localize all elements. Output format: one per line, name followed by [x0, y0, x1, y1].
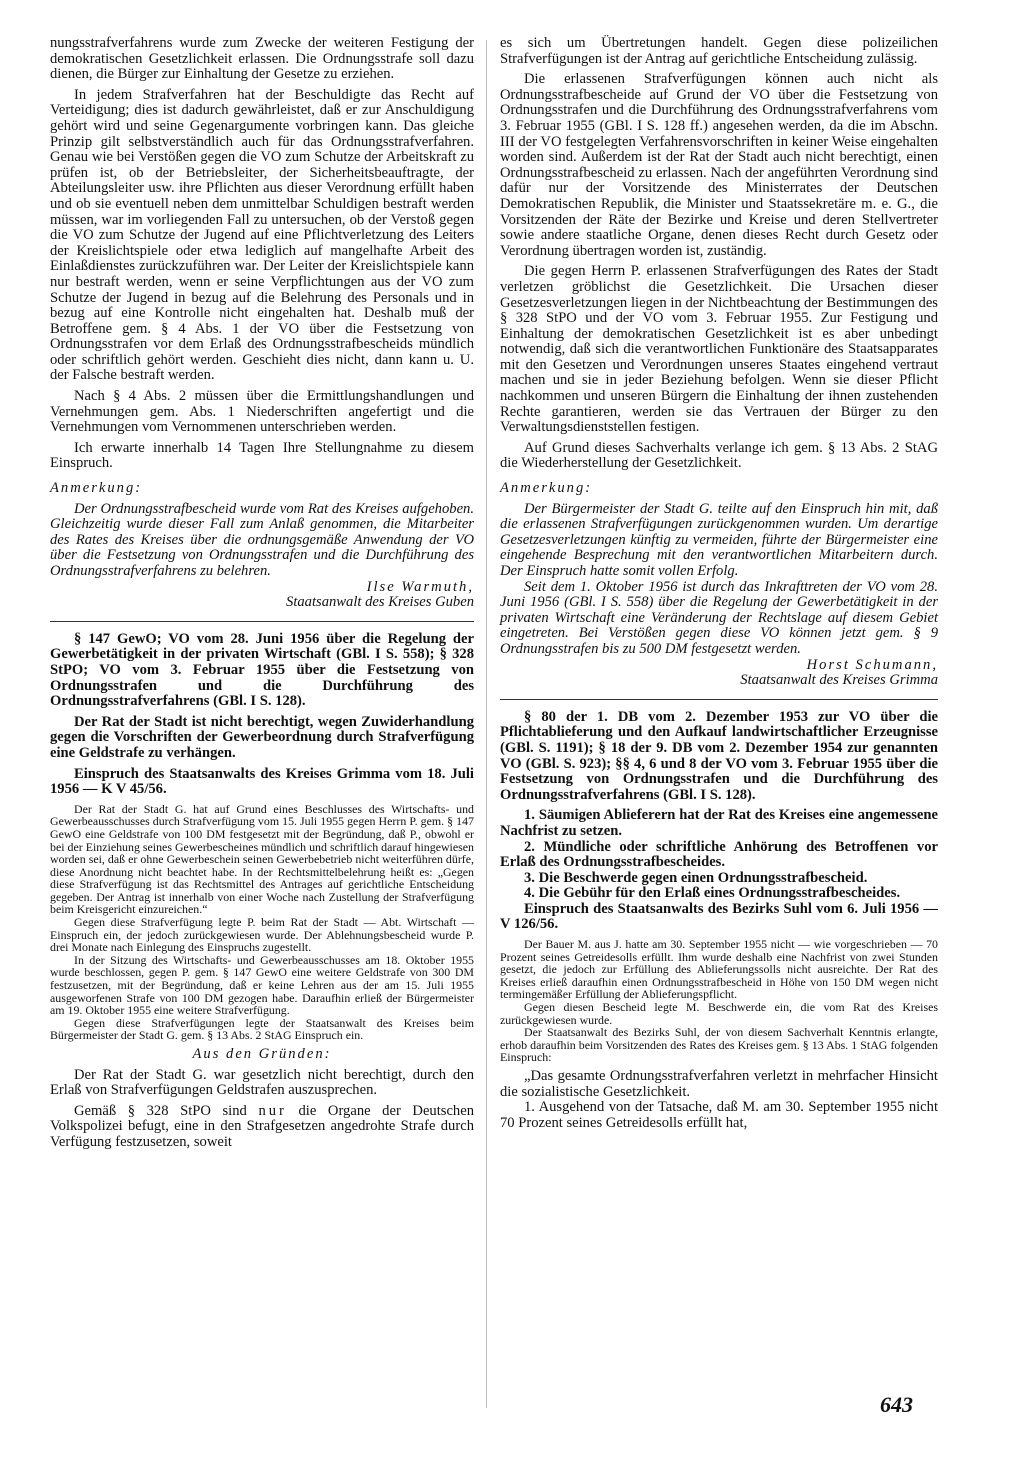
- signature-name: [500, 658, 938, 674]
- annotation-text: Der Ordnungsstrafbescheid wurde vom Rat des Kreises aufgehoben. Gleichzeitig wurde dieser Fall zum Anlaß genommen, die Mitarbeiter des Rates des Kreises über die ordnungsgemäße Anwendung der VO über die Festsetzung von Ordnungsstrafen und die Durchführung des Ordnungsstrafverfahrens zu belehren.: [50, 500, 474, 579]
- annotation-text: Der Bürgermeister der Stadt G. teilte auf den Einspruch hin mit, daß die erlassenen Strafverfügungen zurückgenommen wurden. Um derartige Gesetzesverletzungen künftig zu vermeiden, führte der Bürgermeister eine eingehende Besprechung mit den verantwortlichen Mitarbeitern durch. Der Einspruch hatte somit vollen Erfolg.: [500, 500, 938, 579]
- section-leitsatz: 4. Die Gebühr für den Erlaß eines Ordnungsstrafbescheides.: [524, 885, 901, 902]
- section-citation: § 147 GewO; VO vom 28. Juni 1956 über die Regelung der Gewerbetätigkeit in der privaten Wirtschaft (GBl. I S. 558); § 328 StPO; VO vom 3. Februar 1955 über die Festsetzung von Ordnungsstrafen und die Durchführung des Ordnungsstrafverfahrens (GBl. I S. 128).: [50, 630, 474, 710]
- paragraph-small: Der Bauer M. aus J. hatte am 30. September 1955 nicht — wie vorgeschrieben — 70 Prozent seines Getreidesolls erfüllt. Ihm wurde deshalb eine Nachfrist von zwei Stunden gesetzt, die jedoch zur Erfüllung des Ablieferungssolls nicht ausreichte. Der Rat des Kreises erließ daraufhin einen Ordnungsstrafbescheid in Höhe von 150 DM wegen nicht termingemäßer Erfüllung der Ablieferungspflicht.: [500, 937, 938, 1002]
- annotation-label: Anmerkung:: [500, 480, 593, 497]
- signature-name-text: Ilse Warmuth,: [366, 578, 474, 595]
- paragraph: es sich um Übertretungen handelt. Gegen diese polizeilichen Strafverfügungen ist der Antrag auf gerichtliche Entscheidung zulässig.: [500, 35, 938, 67]
- paragraph: Ich erwarte innerhalb 14 Tagen Ihre Stellungnahme zu diesem Einspruch.: [50, 439, 474, 472]
- section-title: Einspruch des Staatsanwalts des Kreises Grimma vom 18. Juli 1956 — K V 45/56.: [50, 765, 474, 798]
- paragraph: „Das gesamte Ordnungsstrafverfahren verletzt in mehrfacher Hinsicht die sozialistische Gesetzlichkeit.: [500, 1068, 938, 1100]
- paragraph: 1. Ausgehend von der Tatsache, daß M. am 30. September 1955 nicht 70 Prozent seines Getreidesolls erfüllt hat,: [500, 1099, 938, 1131]
- paragraph-text: Gemäß § 328 StPO sind: [74, 1102, 259, 1119]
- section-divider: [50, 621, 474, 622]
- page-number: 643: [880, 1392, 913, 1417]
- section-leitsatz: 3. Die Beschwerde gegen einen Ordnungsstrafbescheid.: [524, 869, 868, 886]
- paragraph: nungsstrafverfahrens wurde zum Zwecke der weiteren Festigung der demokratischen Gesetzlichkeit erlassen. Die Ordnungsstrafe soll dazu dienen, die Bürger zur Einhaltung der Gesetze zu erziehen.: [50, 35, 474, 83]
- paragraph-small: Gegen diesen Bescheid legte M. Beschwerde ein, die vom Rat des Kreises zurückgewiesen wurde.: [500, 1000, 938, 1027]
- annotation-label: Anmerkung:: [50, 480, 143, 497]
- paragraph: [50, 1104, 474, 1151]
- signature-name: [50, 580, 474, 596]
- paragraph-text: die Organe der Deutschen Volkspolizei befugt, eine in den Strafgesetzen angedrohte Strafe durch Verfügung festzusetzen, soweit: [50, 1102, 474, 1150]
- section-leitsatz: 2. Mündliche oder schriftliche Anhörung des Betroffenen vor Erlaß des Ordnungsstrafbescheides.: [500, 838, 938, 871]
- paragraph-small: Gegen diese Strafverfügung legte P. beim Rat der Stadt — Abt. Wirtschaft — Einspruch ein, der jedoch zurückgewiesen wurde. Der Ablehnungsbescheid wurde P. drei Monate nach Einlegung des Einspruchs zugestellt.: [50, 915, 474, 955]
- paragraph: Auf Grund dieses Sachverhalts verlange ich gem. § 13 Abs. 2 StAG die Wiederherstellung der Gesetzlichkeit.: [500, 439, 938, 472]
- section-leitsatz: 1. Säumigen Ablieferern hat der Rat des Kreises eine angemessene Nachfrist zu setzen.: [500, 807, 938, 839]
- paragraph: Die erlassenen Strafverfügungen können auch nicht als Ordnungsstrafbescheide auf Grund der VO über die Festsetzung von Ordnungsstrafen und die Durchführung des Ordnungsstrafverfahrens vom 3. Februar 1955 (GBl. I S. 128 ff.) angesehen werden, da die im Abschn. III der VO festgelegten Verfahrensvorschriften in keiner Weise eingehalten worden sind. Außerdem ist der Rat der Stadt auch nicht berechtigt, einen Ordnungsstrafbescheid zu erlassen. Nach der angeführten Verordnung sind dafür nur der Vorsitzende des Ministerrates der Deutschen Demokratischen Republik, die Minister und Staatssekretäre m. e. G., die Vorsitzenden der Räte der Bezirke und Kreise und deren Stellvertreter sowie andere staatliche Organe, denen dieses Recht durch Gesetz oder Verordnung übertragen worden ist, zuständig.: [500, 71, 938, 259]
- emphasis-text: nur: [258, 1102, 287, 1119]
- left-column: [50, 36, 474, 1151]
- section-divider: [500, 699, 938, 700]
- paragraph-small: In der Sitzung des Wirtschafts- und Gewerbeausschusses am 18. Oktober 1955 wurde beschlossen, gegen P. gem. § 147 GewO eine weitere Geldstrafe von 300 DM festzusetzen, mit der Begründung, daß er keine Lehren aus der am 15. Juli 1955 ausgeworfenen Strafe von 100 DM gezogen habe. Daraufhin erließ der Bürgermeister am 19. Oktober 1955 eine weitere Strafverfügung.: [50, 952, 474, 1018]
- section-title: Einspruch des Staatsanwalts des Bezirks Suhl vom 6. Juli 1956 — V 126/56.: [500, 900, 938, 933]
- paragraph-small: Der Staatsanwalt des Bezirks Suhl, der von diesem Sachverhalt Kenntnis erlangte, erhob daraufhin beim Vorsitzenden des Rates des Kreises gem. § 13 Abs. 1 StAG folgenden Einspruch:: [500, 1025, 938, 1065]
- right-column: [500, 36, 938, 1131]
- paragraph-small: Gegen diese Strafverfügungen legte der Staatsanwalt des Kreises beim Bürgermeister der Stadt G. gem. § 13 Abs. 2 StAG Einspruch ein.: [50, 1015, 474, 1043]
- reasons-heading: Aus den Gründen:: [192, 1046, 332, 1062]
- paragraph: Die gegen Herrn P. erlassenen Strafverfügungen des Rates der Stadt verletzen gröblichst die Gesetzlichkeit. Die Ursachen dieser Gesetzesverletzungen liegen in der Nichtbeachtung der Bestimmungen des § 328 StPO und der VO vom 3. Februar 1955. Zur Festigung und Einhaltung der demokratischen Gesetzlichkeit ist es aber unbedingt notwendig, daß sich die verantwortlichen Funktionäre des Staatsapparates mit den Gesetzen und Verordnungen unseres Staates eingehend vertraut machen und sie in jeder Beziehung befolgen. Wenn sie dieser Pflicht nachkommen und unseren Bürgern die Einhaltung der ihnen zustehenden Rechte garantieren, werden sie das Vertrauen der Bürger zu den Verwaltungsdienststellen festigen.: [500, 263, 938, 436]
- signature-role: Staatsanwalt des Kreises Guben: [286, 594, 474, 611]
- paragraph-small: Der Rat der Stadt G. hat auf Grund eines Beschlusses des Wirtschafts- und Gewerbeausschusses durch Strafverfügung vom 15. Juli 1955 gegen Herrn P. gem. § 147 GewO eine Geldstrafe von 100 DM festgesetzt mit der Begründung, daß P., obwohl er bei der Einziehung seines Gewerbescheines mündlich und schriftlich darauf hingewiesen worden sei, daß er ohne Gewerbeschein seinen Gewerbebetrieb nicht weiterführen dürfe, diese Anordnung nicht beachtet habe. In der Rechtsmittelbelehrung heißt es: „Gegen diese Strafverfügung ist das Rechtsmittel des Antrages auf gerichtliche Entscheidung gegeben. Der Antrag ist innerhalb von einer Woche nach Zustellung der Strafverfügung beim Kreisgericht einzureichen.“: [50, 801, 474, 917]
- column-divider: [486, 40, 487, 1408]
- signature-role: Staatsanwalt des Kreises Grimma: [740, 672, 938, 689]
- paragraph: In jedem Strafverfahren hat der Beschuldigte das Recht auf Verteidigung; dies ist dadurch gewährleistet, daß er zur Anschuldigung gehört wird und seine Gegenargumente vorbringen kann. Das gleiche Prinzip gilt selbstverständlich auch für das Ordnungsstrafverfahren. Genau wie bei Verstößen gegen die VO zum Schutze der Arbeitskraft zu prüfen ist, ob der Betriebsleiter, der Sicherheitsbeauftragte, der Abteilungsleiter usw. ihre Pflichten aus dieser Verordnung erfüllt haben und ob sie eventuell neben dem unmittelbar Schuldigen bestraft werden müssen, war im vorliegenden Fall zu untersuchen, ob der Verstoß gegen die VO zum Schutze der Jugend auf eine Pflichtverletzung des Leiters der Kreislichtspiele oder etwa lediglich auf mangelhafte Arbeit des Einlaßdienstes zurückzuführen war. Der Leiter der Kreislichtspiele kann nur bestraft werden, wenn er seine Verpflichtungen aus der VO zum Schutze der Jugend in bezug auf die Belehrung des Personals und in bezug auf eine Kontrolle nicht eingehalten hat. Deshalb muß der Betroffene gem. § 4 Abs. 1 der VO über die Festsetzung von Ordnungsstrafen vor dem Erlaß des Ordnungsstrafbescheids mündlich oder schriftlich gehört werden. Geschieht dies nicht, dann kann u. U. der Falsche bestraft werden.: [50, 86, 474, 384]
- paragraph: Nach § 4 Abs. 2 müssen über die Ermittlungshandlungen und Vernehmungen gem. Abs. 1 Niederschriften angefertigt und die Vernehmungen vom Vernommenen unterschrieben werden.: [50, 388, 474, 436]
- section-citation: § 80 der 1. DB vom 2. Dezember 1953 zur VO über die Pflichtablieferung und den Aufkauf landwirtschaftlicher Erzeugnisse (GBl. S. 1191); § 18 der 9. DB vom 2. Dezember 1954 zur genannten VO (GBl. S. 923); §§ 4, 6 und 8 der VO vom 3. Februar 1955 über die Festsetzung von Ordnungsstrafen und die Durchführung des Ordnungsstrafverfahrens (GBl. I S. 128).: [500, 708, 938, 803]
- annotation-text: Seit dem 1. Oktober 1956 ist durch das Inkrafttreten der VO vom 28. Juni 1956 (GBl. I S. 558) über die Regelung der Gewerbetätigkeit in der privaten Wirtschaft eine Veränderung der Rechtslage auf diesem Gebiet eingetreten. Bei Verstößen gegen diese VO können jetzt gem. § 9 Ordnungsstrafen bis zu 500 DM festgesetzt werden.: [500, 578, 938, 657]
- signature-name-text: Horst Schumann,: [806, 656, 938, 673]
- paragraph: Der Rat der Stadt G. war gesetzlich nicht berechtigt, durch den Erlaß von Strafverfügungen Geldstrafen auszusprechen.: [50, 1066, 474, 1099]
- section-leitsatz: Der Rat der Stadt ist nicht berechtigt, wegen Zuwiderhandlung gegen die Vorschriften der Gewerbeordnung durch Strafverfügung eine Geldstrafe zu verhängen.: [50, 713, 474, 761]
